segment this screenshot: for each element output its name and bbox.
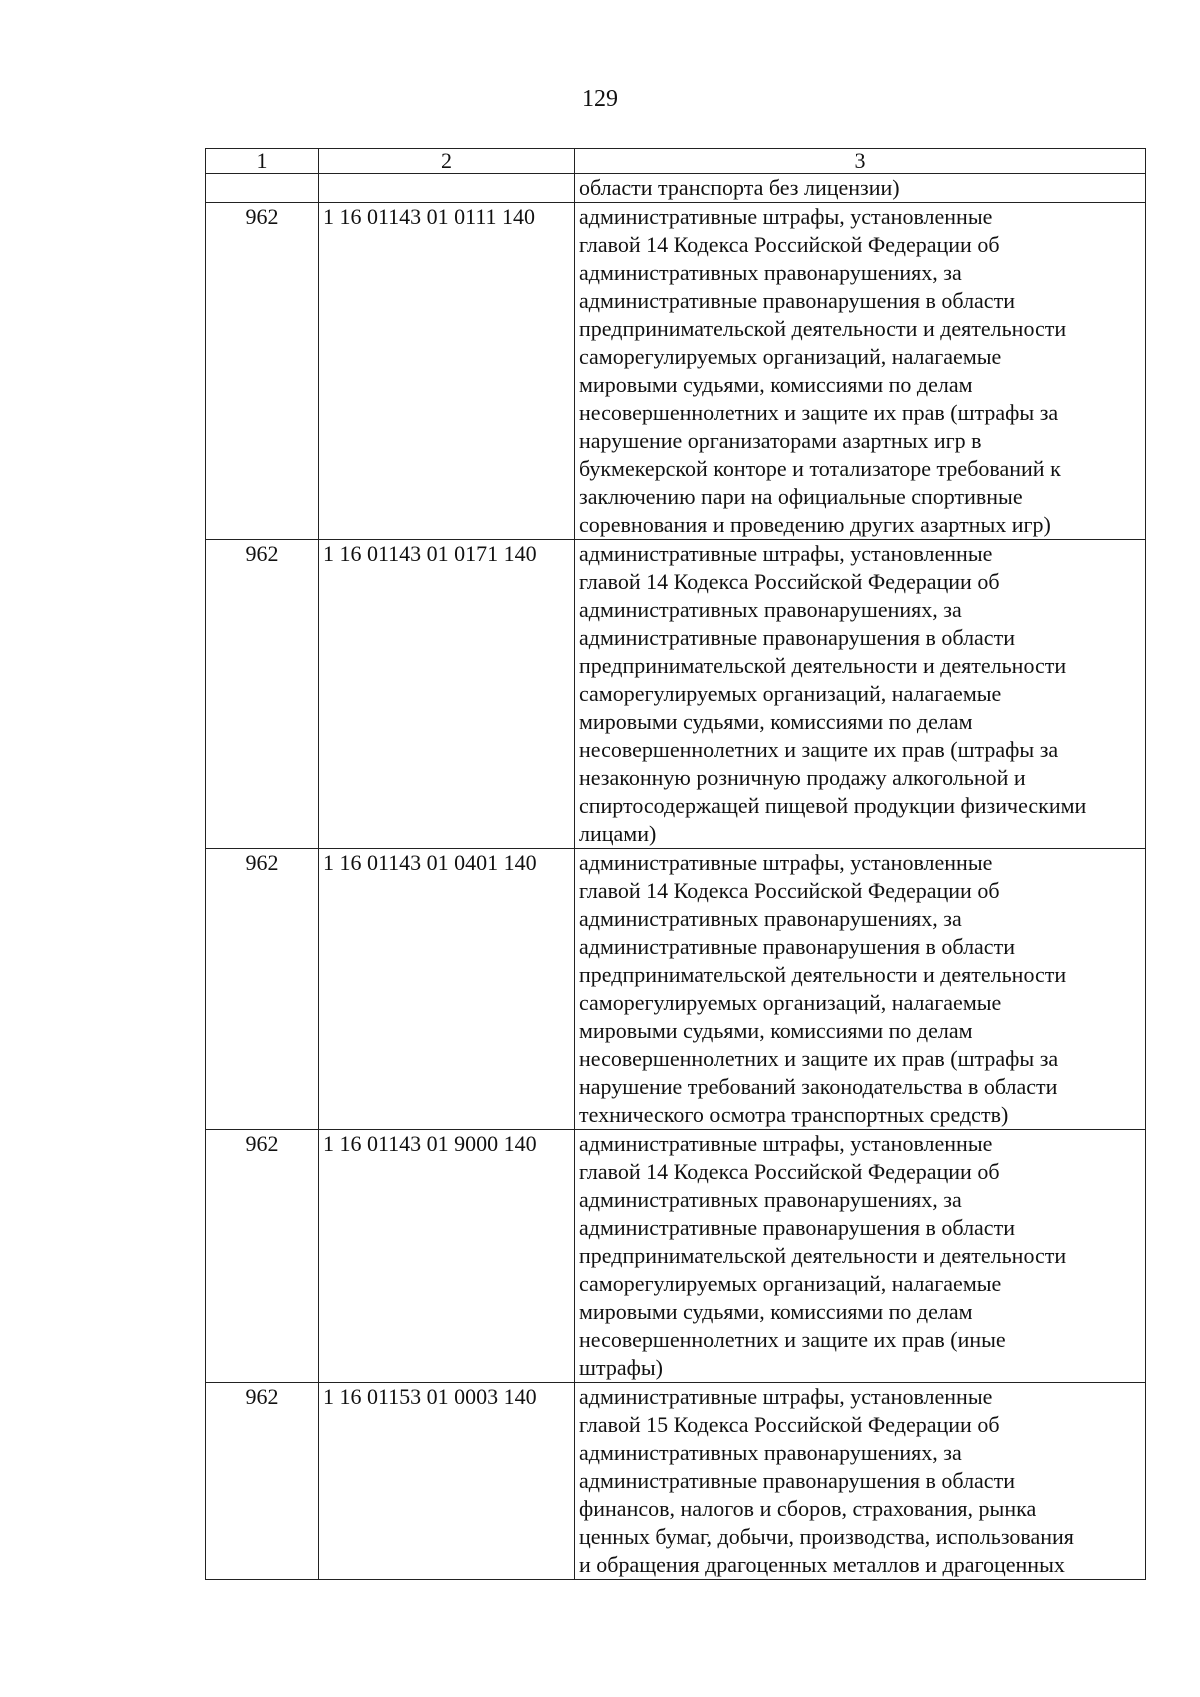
description-line: заключению пари на официальные спортивные — [579, 484, 1023, 509]
description-line: административные правонарушения в области — [579, 1468, 1015, 1493]
description-line: главой 14 Кодекса Российской Федерации об — [579, 1159, 1000, 1184]
description-line: административные штрафы, установленные — [579, 541, 993, 566]
admin-code-cell: 962 — [206, 849, 319, 1130]
description-line: административные штрафы, установленные — [579, 850, 993, 875]
description-line: саморегулируемых организаций, налагаемые — [579, 1271, 1002, 1296]
column-header-2: 2 — [319, 149, 575, 174]
description-line: спиртосодержащей пищевой продукции физическими — [579, 793, 1087, 818]
budget-classification-code-cell: 1 16 01143 01 0171 140 — [319, 540, 575, 849]
description-line: предпринимательской деятельности и деятельности — [579, 962, 1067, 987]
table-row — [206, 849, 1146, 1130]
description-line: административные правонарушения в области — [579, 288, 1015, 313]
description-line: несовершеннолетних и защите их прав (штрафы за — [579, 1046, 1059, 1071]
description-line: административные штрафы, установленные — [579, 1131, 993, 1156]
budget-classification-code-cell: 1 16 01143 01 0401 140 — [319, 849, 575, 1130]
description-line: административные штрафы, установленные — [579, 1384, 993, 1409]
description-line: несовершеннолетних и защите их прав (штрафы за — [579, 737, 1059, 762]
description-line: административных правонарушениях, за — [579, 1440, 962, 1465]
description-line: главой 14 Кодекса Российской Федерации об — [579, 569, 1000, 594]
table-row — [206, 1383, 1146, 1580]
description-line: саморегулируемых организаций, налагаемые — [579, 344, 1002, 369]
description-cell — [575, 540, 1146, 849]
budget-codes-table — [205, 148, 1146, 1580]
description-line: нарушение требований законодательства в области — [579, 1074, 1058, 1099]
budget-classification-code-cell: 1 16 01143 01 9000 140 — [319, 1130, 575, 1383]
description-line: главой 14 Кодекса Российской Федерации об — [579, 232, 1000, 257]
description-line: административных правонарушениях, за — [579, 1187, 962, 1212]
table-row — [206, 203, 1146, 540]
description-line: мировыми судьями, комиссиями по делам — [579, 372, 973, 397]
description-cell — [575, 203, 1146, 540]
description-line: области транспорта без лицензии) — [579, 175, 900, 200]
description-line: административные правонарушения в области — [579, 1215, 1015, 1240]
description-line: лицами) — [579, 821, 657, 846]
table-row — [206, 1130, 1146, 1383]
description-line: главой 14 Кодекса Российской Федерации об — [579, 878, 1000, 903]
description-line: штрафы) — [579, 1355, 663, 1380]
table-row — [206, 540, 1146, 849]
budget-classification-code-cell: 1 16 01153 01 0003 140 — [319, 1383, 575, 1580]
description-cell — [575, 1130, 1146, 1383]
description-line: административные правонарушения в области — [579, 934, 1015, 959]
description-line: административные правонарушения в области — [579, 625, 1015, 650]
description-line: ценных бумаг, добычи, производства, использования — [579, 1524, 1074, 1549]
description-line: и обращения драгоценных металлов и драгоценных — [579, 1552, 1065, 1577]
description-line: саморегулируемых организаций, налагаемые — [579, 681, 1002, 706]
page-number: 129 — [582, 86, 618, 112]
column-header-1: 1 — [206, 149, 319, 174]
description-line: букмекерской конторе и тотализаторе требований к — [579, 456, 1061, 481]
description-line: несовершеннолетних и защите их прав (иные — [579, 1327, 1006, 1352]
description-line: мировыми судьями, комиссиями по делам — [579, 709, 973, 734]
description-line: саморегулируемых организаций, налагаемые — [579, 990, 1002, 1015]
description-line: административные штрафы, установленные — [579, 204, 993, 229]
admin-code-cell: 962 — [206, 1383, 319, 1580]
budget-classification-code-cell: 1 16 01143 01 0111 140 — [319, 203, 575, 540]
admin-code-cell: 962 — [206, 540, 319, 849]
header-row — [206, 149, 1146, 174]
description-line: технического осмотра транспортных средств) — [579, 1102, 1009, 1127]
description-cell — [575, 1383, 1146, 1580]
description-line: административных правонарушениях, за — [579, 906, 962, 931]
description-line: соревнования и проведению других азартных игр) — [579, 512, 1051, 537]
table-header — [206, 149, 1146, 174]
description-line: административных правонарушениях, за — [579, 597, 962, 622]
description-cell — [575, 174, 1146, 203]
table-row — [206, 174, 1146, 203]
description-line: предпринимательской деятельности и деятельности — [579, 653, 1067, 678]
admin-code-cell — [206, 174, 319, 203]
description-line: нарушение организаторами азартных игр в — [579, 428, 982, 453]
description-line: предпринимательской деятельности и деятельности — [579, 1243, 1067, 1268]
column-header-3: 3 — [575, 149, 1146, 174]
budget-classification-code-cell — [319, 174, 575, 203]
description-cell — [575, 849, 1146, 1130]
description-line: несовершеннолетних и защите их прав (штрафы за — [579, 400, 1059, 425]
description-line: финансов, налогов и сборов, страхования, рынка — [579, 1496, 1037, 1521]
description-line: административных правонарушениях, за — [579, 260, 962, 285]
admin-code-cell: 962 — [206, 1130, 319, 1383]
description-line: мировыми судьями, комиссиями по делам — [579, 1018, 973, 1043]
table-body — [206, 174, 1146, 1580]
admin-code-cell: 962 — [206, 203, 319, 540]
description-line: мировыми судьями, комиссиями по делам — [579, 1299, 973, 1324]
description-line: незаконную розничную продажу алкогольной и — [579, 765, 1026, 790]
description-line: предпринимательской деятельности и деятельности — [579, 316, 1067, 341]
description-line: главой 15 Кодекса Российской Федерации об — [579, 1412, 1000, 1437]
